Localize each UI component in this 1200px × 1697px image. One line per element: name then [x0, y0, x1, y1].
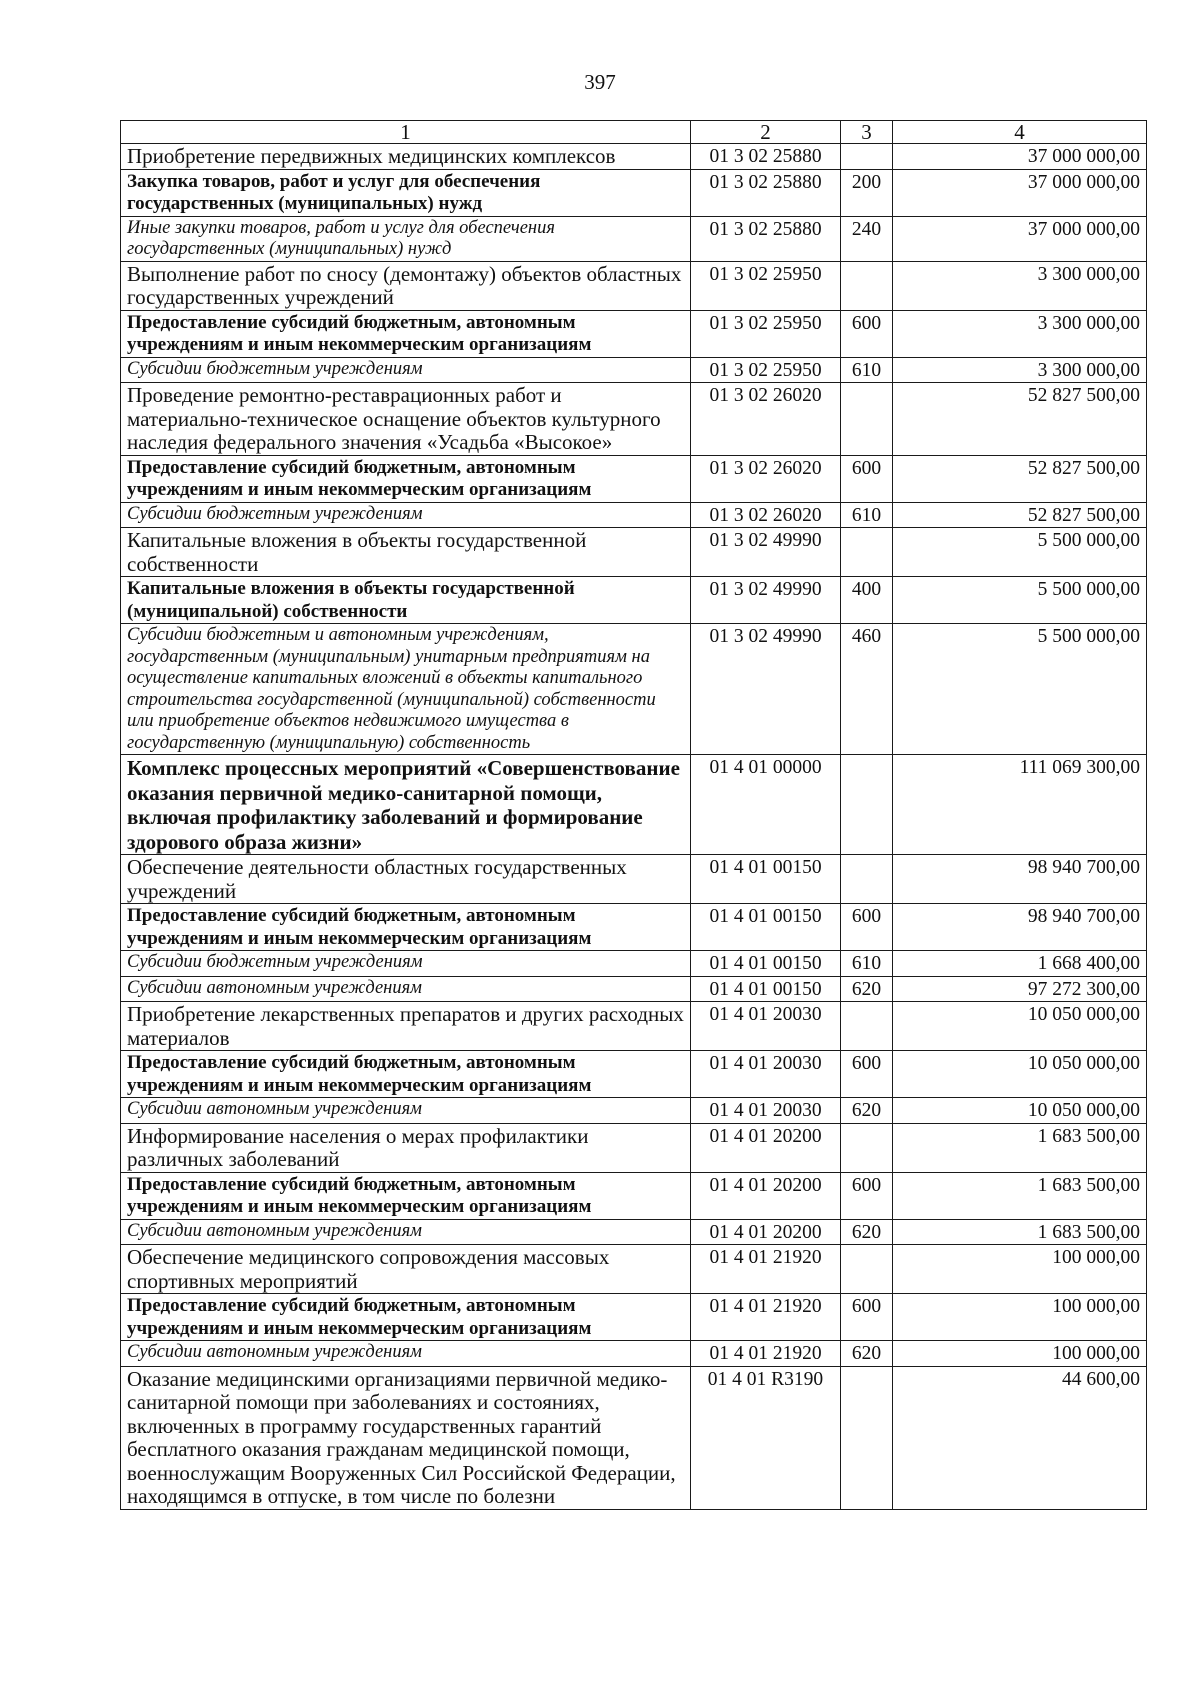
table-row	[121, 455, 1147, 502]
cell-code: 01 4 01 R3190	[691, 1366, 841, 1509]
cell-code: 01 3 02 25880	[691, 216, 841, 261]
cell-sum: 5 500 000,00	[893, 577, 1147, 624]
cell-sum: 97 272 300,00	[893, 976, 1147, 1002]
cell-name: Субсидии автономным учреждениям	[121, 976, 691, 1002]
cell-code: 01 4 01 21920	[691, 1245, 841, 1294]
cell-kind: 600	[841, 310, 893, 357]
cell-code: 01 3 02 25880	[691, 169, 841, 216]
cell-sum: 100 000,00	[893, 1245, 1147, 1294]
cell-sum: 100 000,00	[893, 1294, 1147, 1341]
table-row	[121, 1245, 1147, 1294]
cell-code: 01 4 01 00000	[691, 755, 841, 855]
table-row	[121, 951, 1147, 977]
cell-name: Проведение ремонтно-реставрационных работ и материально-техническое оснащение объектов культурного наследия федерального значения «Усадьба «Высокое»	[121, 383, 691, 456]
cell-name: Закупка товаров, работ и услуг для обеспечения государственных (муниципальных) нужд	[121, 169, 691, 216]
cell-sum: 10 050 000,00	[893, 1051, 1147, 1098]
cell-kind	[841, 528, 893, 577]
cell-sum: 5 500 000,00	[893, 624, 1147, 755]
cell-sum: 111 069 300,00	[893, 755, 1147, 855]
cell-sum: 1 683 500,00	[893, 1172, 1147, 1219]
table-row	[121, 310, 1147, 357]
cell-sum: 52 827 500,00	[893, 383, 1147, 456]
header-cell-sum: 4	[893, 121, 1147, 144]
header-row	[121, 121, 1147, 144]
cell-sum: 37 000 000,00	[893, 216, 1147, 261]
table-row	[121, 528, 1147, 577]
table-row	[121, 261, 1147, 310]
table-row	[121, 577, 1147, 624]
table-row	[121, 1051, 1147, 1098]
cell-name: Субсидии бюджетным учреждениям	[121, 502, 691, 528]
cell-code: 01 3 02 26020	[691, 383, 841, 456]
cell-sum: 10 050 000,00	[893, 1098, 1147, 1124]
cell-code: 01 4 01 21920	[691, 1341, 841, 1367]
cell-code: 01 3 02 49990	[691, 528, 841, 577]
cell-name: Приобретение передвижных медицинских комплексов	[121, 144, 691, 170]
cell-sum: 100 000,00	[893, 1341, 1147, 1367]
cell-sum: 3 300 000,00	[893, 357, 1147, 383]
cell-kind	[841, 855, 893, 904]
cell-name: Предоставление субсидий бюджетным, автономным учреждениям и иным некоммерческим организациям	[121, 455, 691, 502]
cell-sum: 52 827 500,00	[893, 455, 1147, 502]
cell-sum: 98 940 700,00	[893, 904, 1147, 951]
cell-name: Выполнение работ по сносу (демонтажу) объектов областных государственных учреждений	[121, 261, 691, 310]
cell-kind: 400	[841, 577, 893, 624]
cell-kind	[841, 1123, 893, 1172]
cell-code: 01 4 01 00150	[691, 951, 841, 977]
table-row	[121, 1341, 1147, 1367]
table-row	[121, 1098, 1147, 1124]
cell-name: Предоставление субсидий бюджетным, автономным учреждениям и иным некоммерческим организациям	[121, 904, 691, 951]
cell-sum: 98 940 700,00	[893, 855, 1147, 904]
cell-name: Капитальные вложения в объекты государственной собственности	[121, 528, 691, 577]
cell-kind	[841, 383, 893, 456]
table-row	[121, 624, 1147, 755]
cell-code: 01 4 01 20030	[691, 1002, 841, 1051]
cell-code: 01 4 01 20200	[691, 1172, 841, 1219]
cell-kind: 600	[841, 455, 893, 502]
cell-code: 01 3 02 25950	[691, 310, 841, 357]
cell-kind: 620	[841, 1219, 893, 1245]
cell-code: 01 4 01 20200	[691, 1219, 841, 1245]
cell-code: 01 4 01 20030	[691, 1051, 841, 1098]
cell-sum: 37 000 000,00	[893, 169, 1147, 216]
cell-sum: 5 500 000,00	[893, 528, 1147, 577]
cell-kind	[841, 1245, 893, 1294]
cell-name: Предоставление субсидий бюджетным, автономным учреждениям и иным некоммерческим организациям	[121, 1294, 691, 1341]
cell-kind: 620	[841, 1098, 893, 1124]
cell-kind: 460	[841, 624, 893, 755]
table-row	[121, 144, 1147, 170]
cell-kind: 600	[841, 1294, 893, 1341]
table-body	[121, 121, 1147, 1510]
header-cell-kind: 3	[841, 121, 893, 144]
cell-name: Информирование населения о мерах профилактики различных заболеваний	[121, 1123, 691, 1172]
table-row	[121, 755, 1147, 855]
cell-kind: 620	[841, 1341, 893, 1367]
cell-name: Субсидии автономным учреждениям	[121, 1341, 691, 1367]
table-row	[121, 1002, 1147, 1051]
cell-code: 01 3 02 49990	[691, 577, 841, 624]
cell-code: 01 3 02 25880	[691, 144, 841, 170]
cell-kind: 200	[841, 169, 893, 216]
cell-kind: 620	[841, 976, 893, 1002]
budget-table	[120, 120, 1147, 1510]
cell-name: Субсидии автономным учреждениям	[121, 1219, 691, 1245]
cell-code: 01 3 02 49990	[691, 624, 841, 755]
table-row	[121, 357, 1147, 383]
cell-name: Комплекс процессных мероприятий «Совершенствование оказания первичной медико-санитарной помощи, включая профилактику заболеваний и формирование здорового образа жизни»	[121, 755, 691, 855]
cell-sum: 37 000 000,00	[893, 144, 1147, 170]
page-number: 397	[584, 70, 616, 94]
table-row	[121, 502, 1147, 528]
cell-name: Субсидии бюджетным учреждениям	[121, 357, 691, 383]
cell-name: Обеспечение деятельности областных государственных учреждений	[121, 855, 691, 904]
table-row	[121, 169, 1147, 216]
cell-name: Обеспечение медицинского сопровождения массовых спортивных мероприятий	[121, 1245, 691, 1294]
cell-kind	[841, 1366, 893, 1509]
cell-name: Иные закупки товаров, работ и услуг для обеспечения государственных (муниципальных) нужд	[121, 216, 691, 261]
cell-name: Субсидии бюджетным учреждениям	[121, 951, 691, 977]
cell-code: 01 4 01 20030	[691, 1098, 841, 1124]
cell-name: Субсидии бюджетным и автономным учреждениям, государственным (муниципальным) унитарным предприятиям на осуществление капитальных вложений в объекты капитального строительства государственной (муниципальной) собственности или приобретение объектов недвижимого имущества в государственную (муниципальную) собственность	[121, 624, 691, 755]
cell-kind	[841, 261, 893, 310]
cell-kind: 600	[841, 1172, 893, 1219]
cell-kind: 610	[841, 951, 893, 977]
cell-name: Оказание медицинскими организациями первичной медико-санитарной помощи при заболеваниях и состояниях, включенных в программу государственных гарантий бесплатного оказания гражданам медицинской помощи, военнослужащим Вооруженных Сил Российской Федерации, находящимся в отпуске, в том числе по болезни	[121, 1366, 691, 1509]
cell-kind: 610	[841, 357, 893, 383]
cell-kind	[841, 755, 893, 855]
cell-kind	[841, 1002, 893, 1051]
cell-name: Предоставление субсидий бюджетным, автономным учреждениям и иным некоммерческим организациям	[121, 1172, 691, 1219]
table-row	[121, 904, 1147, 951]
cell-kind: 600	[841, 904, 893, 951]
cell-name: Приобретение лекарственных препаратов и других расходных материалов	[121, 1002, 691, 1051]
cell-name: Субсидии автономным учреждениям	[121, 1098, 691, 1124]
header-cell-name: 1	[121, 121, 691, 144]
cell-name: Предоставление субсидий бюджетным, автономным учреждениям и иным некоммерческим организациям	[121, 310, 691, 357]
cell-code: 01 3 02 26020	[691, 455, 841, 502]
cell-code: 01 4 01 00150	[691, 976, 841, 1002]
cell-sum: 3 300 000,00	[893, 310, 1147, 357]
cell-sum: 52 827 500,00	[893, 502, 1147, 528]
cell-kind: 240	[841, 216, 893, 261]
cell-sum: 3 300 000,00	[893, 261, 1147, 310]
table-row	[121, 1366, 1147, 1509]
cell-code: 01 4 01 00150	[691, 904, 841, 951]
table-row	[121, 216, 1147, 261]
table-row	[121, 1294, 1147, 1341]
cell-code: 01 3 02 26020	[691, 502, 841, 528]
table-row	[121, 1172, 1147, 1219]
cell-sum: 1 668 400,00	[893, 951, 1147, 977]
cell-kind: 600	[841, 1051, 893, 1098]
header-cell-code: 2	[691, 121, 841, 144]
cell-sum: 1 683 500,00	[893, 1123, 1147, 1172]
cell-sum: 10 050 000,00	[893, 1002, 1147, 1051]
cell-code: 01 3 02 25950	[691, 261, 841, 310]
table-row	[121, 1123, 1147, 1172]
table-row	[121, 976, 1147, 1002]
cell-code: 01 3 02 25950	[691, 357, 841, 383]
table-row	[121, 1219, 1147, 1245]
cell-sum: 44 600,00	[893, 1366, 1147, 1509]
cell-code: 01 4 01 21920	[691, 1294, 841, 1341]
cell-name: Капитальные вложения в объекты государственной (муниципальной) собственности	[121, 577, 691, 624]
table-row	[121, 855, 1147, 904]
cell-name: Предоставление субсидий бюджетным, автономным учреждениям и иным некоммерческим организациям	[121, 1051, 691, 1098]
table-row	[121, 383, 1147, 456]
cell-kind	[841, 144, 893, 170]
cell-code: 01 4 01 00150	[691, 855, 841, 904]
cell-code: 01 4 01 20200	[691, 1123, 841, 1172]
cell-sum: 1 683 500,00	[893, 1219, 1147, 1245]
cell-kind: 610	[841, 502, 893, 528]
